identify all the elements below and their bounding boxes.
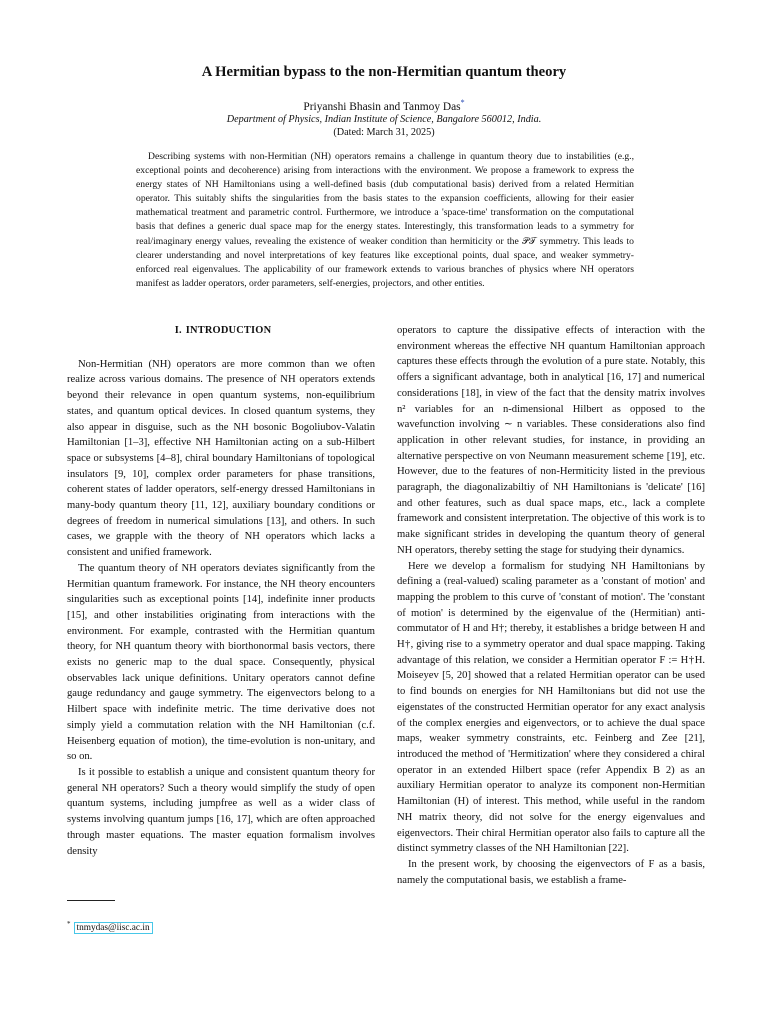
affiliation: Department of Physics, Indian Institute of Science, Bangalore 560012, India. — [226, 114, 542, 125]
intro-paragraph-2: The quantum theory of NH operators deviates significantly from the Hermitian quantum framework. For instance, the NH theory encounters singularities such as exceptional points [14], indefinite inner products [15], and other instabilities originating from interactions with the environment. For example, contrasted with the Hermitian quantum theory, for NH quantum theory with biorthonormal basis vectors, there exists no generic map to the dual space. Consequently, physical observables lack unique definitions. Unitary operators cannot define gauge redundancy and gauge symmetry. The eigenvectors belong to a Hilbert space with indefinite metric. The time derivative does not simply yield a commutation relation with the NH Hamiltonian (c.f. Heisenberg equation of motion), the time-evolution is non-unitary, and so on. — [67, 562, 375, 763]
author-footnote-link[interactable]: * — [460, 98, 465, 107]
section-number: I. — [174, 325, 182, 336]
intro-paragraph-3: Is it possible to establish a unique and consistent quantum theory for general NH operators? Such a theory would simplify the study of open quantum systems, including jumpfree as well as a wider class of systems involving quantum jumps [16, 17], which are often approached through master equations. The master equation formalism involves density — [67, 766, 375, 857]
intro-paragraph-6: In the present work, by choosing the eigenvectors of F as a basis, namely the computational basis, we establish a frame- — [397, 858, 705, 886]
author-line — [0, 98, 768, 113]
intro-paragraph-4: operators to capture the dissipative effects of interaction with the environment whereas the effective NH quantum Hamiltonian approach captures these effects through the evolution of a pure state. Notably, this offers a significant advantage, both in analytical [16, 17] and numerical considerations [18], in view of the fact that the density matrix involves n² variables for an n-dimensional Hilbert as opposed to the wavefunction involving ∼ n variables. These considerations also find application in other relevant studies, for instance, in providing an alternative perspective on von Neumann measurement scheme [19], etc. However, due to the features of non-Hermiticity listed in the previous paragraph, the diagonalizabiltiy of NH Hamiltonians is 'delicate' [16] and other features, such as dual space maps, etc., lack a complete framework and consistent interpretation. The objective of this work is to make significant strides in developing the quantum theory of general NH operators, thereby setting the stage for studying their dynamics. — [397, 325, 705, 556]
intro-paragraph-1: Non-Hermitian (NH) operators are more common than we often realize across various domains. The presence of NH operators extends beyond their relevance in open quantum systems, non-equilibrium states, and quantum optical devices. In closed quantum systems, they also appear in disguise, such as the NH bosonic Bogoliubov-Valatin Hamiltonian [1–3], effective NH Hamiltonian acting on a sub-Hilbert space or subsystems [4–8], chiral boundary Hamiltonians of topological insulators [9, 10], complex order parameters for phase transitions, coherent states of ladder operators, self-energy dressed Hamiltonians in many-body quantum theory [11, 12], auxiliary boundary conditions or degrees of freedom in numerical simulations [13], and others. In such cases, we grapple with the theory of NH operators which lacks a consistent and unified framework. — [67, 358, 375, 559]
left-column — [67, 323, 375, 859]
footnote-mark: * — [67, 920, 71, 928]
intro-paragraph-5: Here we develop a formalism for studying NH Hamiltonians by defining a (real-valued) scaling parameter as a 'constant of motion' and mapping the problem to this curve of 'constant of motion'. The 'constant of motion' is determined by the eigenvalue of the (Hermitian) anti-commutator of H and H†; thereby, it establishes a bridge between H and H†, giving rise to a symmetry operator and dual space mapping. Taking advantage of this relation, we consider a Hermitian operator F := H†H. Moiseyev [5, 20] showed that a related Hermitian operator can be used to find bounds on energies for NH Hamiltonians but did not use the eigenstates of the constructed Hermitian operator for any exact analysis of the complex energies and eigenvectors, or to achieve the dual space maps, weaker symmetry constraints, etc. Feinberg and Zee [21], introduced the method of 'Hermitization' where they considered a chiral operator in an extended Hilbert space (refer Appendix B 2) as an auxiliary Hermitian operator to analyze its component non-Hermitian Hamiltonian (H) of interest. This method, while useful in the random NH matrix theory, did not solve for the energy eigenvalues and eigenvectors. Their chiral Hermitian operator also fails to capture all the distinct symmetry classes of the NH Hamiltonian [22]. — [397, 560, 705, 855]
footnote — [67, 920, 153, 933]
date-line: (Dated: March 31, 2025) — [333, 127, 435, 138]
email-link[interactable]: tnmydas@iisc.ac.in — [74, 922, 153, 934]
footnote-divider — [67, 900, 115, 901]
section-heading — [67, 323, 375, 339]
section-title: INTRODUCTION — [185, 325, 272, 336]
paper-title: A Hermitian bypass to the non-Hermitian quantum theory — [201, 64, 567, 80]
authors: Priyanshi Bhasin and Tanmoy Das — [303, 100, 461, 113]
right-column — [397, 323, 705, 888]
abstract: Describing systems with non-Hermitian (NH) operators remains a challenge in quantum theory due to instabilities (e.g., exceptional points and decoherence) arising from interactions with the environment. We propose a framework to express the energy states of NH Hamiltonians using a well-defined basis (dub computational basis) derived from a related Hermitian operator. This suitably shifts the singularities from the basis states to the expansion coefficients, allowing for their easier mathematical treatment and parametric control. Furthermore, we introduce a 'space-time' transformation on the computational basis that defines a generic dual space map for the energy states. Interestingly, this transformation leads to a symmetry for real/imaginary energy values, revealing the existence of weaker condition than hermiticity or the 𝒫𝒯 symmetry. This leads to clearer understanding and novel interpretations of key features like exceptional points, dual space, and weaker symmetry-enforced real eigenvalues. The applicability of our framework extends to various branches of physics where NH operators manifest as ladder operators, order parameters, self-energies, projectors, and other entities. — [136, 151, 634, 289]
